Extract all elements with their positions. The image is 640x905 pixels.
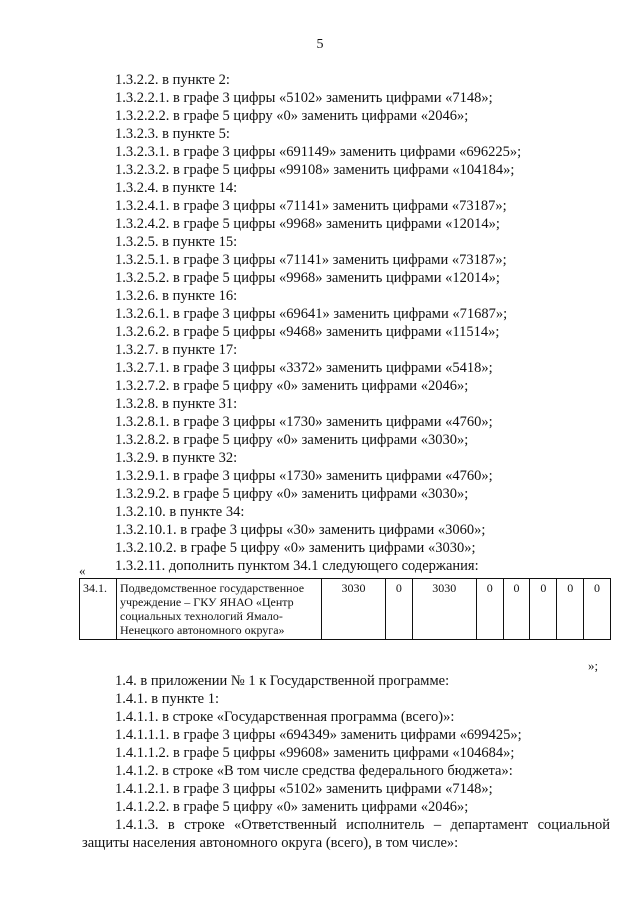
amendment-line: 1.3.2.7. в пункте 17: [115,342,238,358]
amendment-line: 1.3.2.9.2. в графе 5 цифру «0» заменить цифрами «3030»; [115,486,469,502]
amendment-line: 1.3.2.3. в пункте 5: [115,126,230,142]
amendment-line: 1.3.2.6.1. в графе 3 цифры «69641» заменить цифрами «71687»; [115,306,508,322]
amendment-line: 1.4.1.2.1. в графе 3 цифры «5102» заменить цифрами «7148»; [115,781,493,797]
value-cell: 0 [530,579,557,640]
amendment-line: 1.3.2.9.1. в графе 3 цифры «1730» заменить цифрами «4760»; [115,468,493,484]
amendment-line: 1.3.2.4.2. в графе 5 цифры «9968» заменить цифрами «12014»; [115,216,500,232]
amendment-line: 1.3.2.8. в пункте 31: [115,396,238,412]
amendment-line: 1.3.2.9. в пункте 32: [115,450,238,466]
amendment-line: 1.3.2.2. в пункте 2: [115,72,230,88]
page-number: 5 [316,37,324,52]
amendment-line: 1.3.2.5. в пункте 15: [115,234,238,250]
amendment-line: 1.4.1. в пункте 1: [115,691,220,707]
amendment-line: 1.4. в приложении № 1 к Государственной программе: [115,673,450,689]
amendment-line: 1.3.2.7.1. в графе 3 цифры «3372» заменить цифрами «5418»; [115,360,493,376]
inserted-row-table [79,578,611,640]
closing-quote: »; [588,658,599,673]
amendment-line: 1.3.2.4. в пункте 14: [115,180,238,196]
amendment-line: 1.3.2.10.2. в графе 5 цифру «0» заменить цифрами «3030»; [115,540,476,556]
amendment-line: 1.3.2.7.2. в графе 5 цифру «0» заменить цифрами «2046»; [115,378,469,394]
value-cell: 0 [584,579,611,640]
value-cell: 0 [385,579,412,640]
value-cell: 0 [476,579,503,640]
amendment-line: 1.3.2.5.1. в графе 3 цифры «71141» заменить цифрами «73187»; [115,252,507,268]
amendment-line: 1.3.2.2.1. в графе 3 цифры «5102» заменить цифрами «7148»; [115,90,493,106]
opening-quote: « [79,563,86,578]
amendment-line: 1.3.2.8.2. в графе 5 цифру «0» заменить цифрами «3030»; [115,432,469,448]
value-cell: 0 [503,579,530,640]
row-name-cell: Подведомственное государственное учреждение – ГКУ ЯНАО «Центр социальных технологий Ямало-Ненецкого автономного округа» [117,579,322,640]
value-cell: 3030 [322,579,386,640]
amendment-line: 1.3.2.5.2. в графе 5 цифры «9968» заменить цифрами «12014»; [115,270,500,286]
amendment-line: 1.3.2.3.1. в графе 3 цифры «691149» заменить цифрами «696225»; [115,144,522,160]
row-number-cell: 34.1. [80,579,117,640]
amendment-line: 1.4.1.1. в строке «Государственная программа (всего)»: [115,709,455,725]
amendment-line: 1.3.2.10.1. в графе 3 цифры «30» заменить цифрами «3060»; [115,522,486,538]
amendment-line: 1.3.2.8.1. в графе 3 цифры «1730» заменить цифрами «4760»; [115,414,493,430]
final-paragraph: 1.4.1.3. в строке «Ответственный исполнитель – департамент социальной защиты населения автономного округа (всего), в том числе»: [82,817,610,851]
amendment-line: 1.3.2.4.1. в графе 3 цифры «71141» заменить цифрами «73187»; [115,198,507,214]
amendment-line: 1.3.2.6. в пункте 16: [115,288,238,304]
amendment-line: 1.3.2.11. дополнить пунктом 34.1 следующего содержания: [115,558,479,574]
amendment-line: 1.3.2.6.2. в графе 5 цифры «9468» заменить цифрами «11514»; [115,324,500,340]
table-row [80,579,611,640]
amendment-line: 1.4.1.1.2. в графе 5 цифры «99608» заменить цифрами «104684»; [115,745,515,761]
amendment-line: 1.3.2.10. в пункте 34: [115,504,245,520]
amendment-line: 1.4.1.1.1. в графе 3 цифры «694349» заменить цифрами «699425»; [115,727,522,743]
amendment-line: 1.3.2.2.2. в графе 5 цифру «0» заменить цифрами «2046»; [115,108,469,124]
value-cell: 3030 [412,579,476,640]
amendment-line: 1.4.1.2.2. в графе 5 цифру «0» заменить цифрами «2046»; [115,799,469,815]
amendment-line: 1.4.1.2. в строке «В том числе средства федерального бюджета»: [115,763,513,779]
amendment-line: 1.3.2.3.2. в графе 5 цифры «99108» заменить цифрами «104184»; [115,162,515,178]
value-cell: 0 [557,579,584,640]
